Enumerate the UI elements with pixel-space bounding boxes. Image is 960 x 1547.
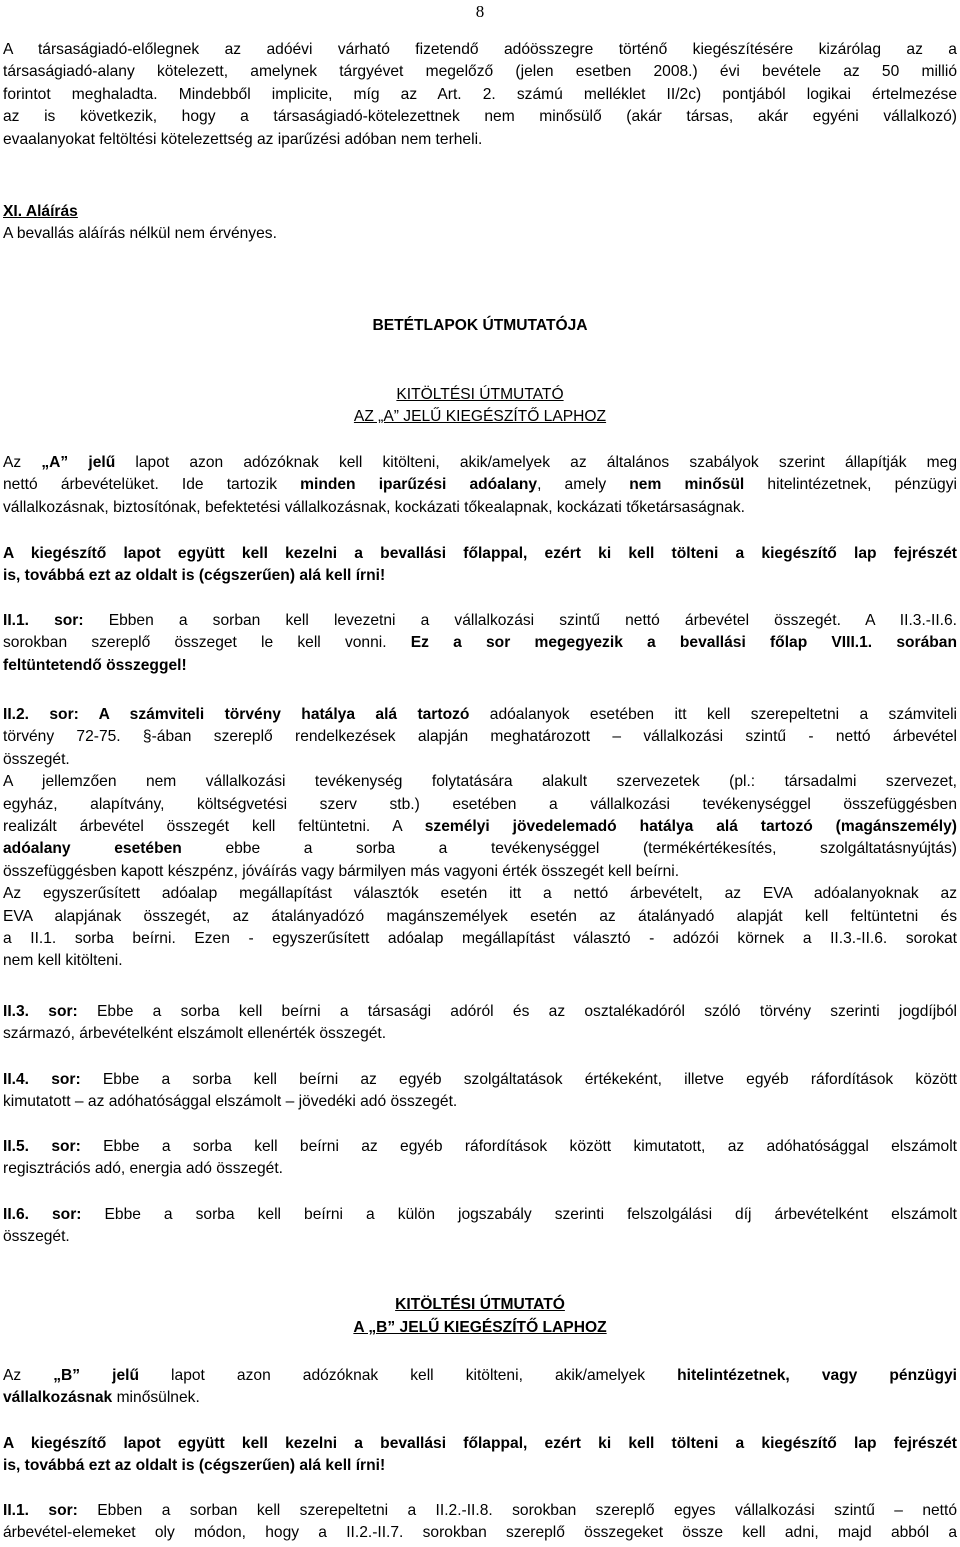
intro-line: forintot meghaladta. Mindebből implicite, míg az Art. 2. számú melléklet II/2c) pontjából logikai értelmezése <box>3 85 957 103</box>
row-label: II.1. sor: <box>3 612 84 629</box>
paragraph-line <box>3 474 957 496</box>
intro-line: az is következik, hogy a társaságiadó-kötelezettnek nem minősülő (akár társas, akár egyéni vállalkozó) <box>3 108 957 126</box>
text-run: adóalanyok esetében itt kell szerepeltetni a számviteli <box>469 706 957 723</box>
section-xi <box>3 201 957 246</box>
paragraph-line <box>3 1500 957 1522</box>
section-a-title: KITÖLTÉSI ÚTMUTATÓ <box>396 386 564 403</box>
paragraph-line <box>3 816 957 838</box>
warning-line: is, továbbá ezt az oldalt is (cégszerűen) alá kell írni! <box>3 1457 386 1475</box>
paragraph-line: vállalkozásnak, biztosítónak, befektetési vállalkozásnak, kockázati tőkealapnak, kockázati tőketársaságnak. <box>3 498 745 516</box>
paragraph-line: származó, árbevételként elszámolt ellenérték összegét. <box>3 1025 387 1043</box>
paragraph-line: árbevétel-elemeket oly módon, hogy a II.2.-II.7. sorokban szereplő összegeket össze kell adni, majd abból a <box>3 1524 957 1542</box>
section-b-title: KITÖLTÉSI ÚTMUTATÓ <box>395 1296 565 1313</box>
section-xi-heading: XI. Aláírás <box>3 203 78 220</box>
row-ii1 <box>3 610 957 677</box>
text-run: hitelintézetnek, pénzügyi <box>744 476 957 494</box>
paragraph-line: A jellemzően nem vállalkozási tevékenység folytatására alakult szervezetek (pl.: társadalmi szervezet, <box>3 773 957 791</box>
intro-line: A társaságiadó-előlegnek az adóévi várható fizetendő adóösszegre történő kiegészítésére kizárólag az a <box>3 41 957 58</box>
text-run: Az <box>3 1367 54 1384</box>
paragraph-line <box>3 632 957 654</box>
paragraph-line: összegét. <box>3 1228 70 1246</box>
section-b-intro <box>3 1365 957 1410</box>
section-a-intro <box>3 452 957 519</box>
text-run: ebbe a sorba a tevékenységgel (termékértékesítés, szolgáltatásnyújtás) <box>181 840 957 858</box>
text-run: , amely <box>537 476 630 494</box>
bold-run: adóalany esetében <box>3 840 182 858</box>
text-run: nettó árbevételüket. Ide tartozik <box>3 476 301 494</box>
warning-line: A kiegészítő lapot együtt kell kezelni a bevallási főlappal, ezért ki kell tölteni a kiegészítő lap fejrészét <box>3 1435 957 1452</box>
paragraph-line <box>3 1136 957 1158</box>
paragraph-line: feltüntetendő összeggel! <box>3 656 187 674</box>
text-run: minősülnek. <box>112 1389 200 1407</box>
bold-run: A számviteli törvény hatálya alá tartozó <box>78 706 470 723</box>
bold-run: hitelintézetnek, vagy pénzügyi <box>677 1367 957 1384</box>
paragraph-line <box>3 610 957 632</box>
text-run: Ebbe a sorba kell beírni a társasági adóról és az osztalékadóról szóló törvény szerinti jogdíjból <box>77 1003 958 1020</box>
paragraph-line <box>3 452 957 474</box>
section-xi-text: A bevallás aláírás nélkül nem érvényes. <box>3 225 277 243</box>
section-b-subtitle: A „B” JELŰ KIEGÉSZÍTŐ LAPHOZ <box>353 1319 607 1336</box>
bold-run: személyi jövedelemadó hatálya alá tartozó (magánszemély) <box>424 818 957 836</box>
row-label: II.1. sor: <box>3 1502 78 1519</box>
paragraph-line: törvény 72-75. §-ában szereplő rendelkezések alapján meghatározott – vállalkozási szintű - nettó árbevétel <box>3 728 957 746</box>
text-run: lapot azon adózóknak kell kitölteni, akik/amelyek <box>139 1367 678 1384</box>
bold-run: nem minősül <box>629 476 745 494</box>
row-ii6 <box>3 1204 957 1249</box>
section-a-subtitle: AZ „A” JELŰ KIEGÉSZÍTŐ LAPHOZ <box>353 408 607 425</box>
row-label: II.3. sor: <box>3 1003 78 1020</box>
bold-run: minden iparűzési adóalany <box>300 476 538 494</box>
row-label: II.2. sor: <box>3 706 79 723</box>
paragraph-line: egyház, alapítvány, költségvetési szerv stb.) esetében a vállalkozási tevékenységgel összefüggésben <box>3 795 957 813</box>
intro-line: társaságiadó-alany kötelezett, amelynek tárgyévet megelőző (jelen esetben 2008.) évi bevétele az 50 millió <box>3 63 957 81</box>
paragraph-line: EVA alapjának összegét, az átalányadózó magánszemélyek esetén az átalányadó alapját kell feltüntetni és <box>3 907 957 925</box>
row-label: II.6. sor: <box>3 1206 82 1223</box>
paragraph-line: nem kell kitölteni. <box>3 952 123 970</box>
paragraph-line: Az egyszerűsített adóalap megállapítást választók esetén itt a nettó árbevételt, az EVA adóalanyoknak az <box>3 885 957 903</box>
section-a-warning <box>3 543 957 588</box>
bold-run: vállalkozásnak <box>3 1389 113 1407</box>
bold-run: „A” jelű <box>41 454 116 471</box>
paragraph-line <box>3 1204 957 1226</box>
paragraph-line: regisztrációs adó, energia adó összegét. <box>3 1160 283 1178</box>
page-number: 8 <box>475 2 485 21</box>
paragraph-line <box>3 1069 957 1091</box>
text-run: Ebben a sorban kell szerepeltetni a II.2.-II.8. sorokban szereplő egyes vállalkozási szintű – nettó <box>77 1502 957 1519</box>
text-run: sorokban szereplő összeget le kell vonni. <box>3 634 411 652</box>
row-label: II.5. sor: <box>3 1138 81 1155</box>
text-run: Az <box>3 454 42 471</box>
text-run: Ebbe a sorba kell beírni a külön jogszabály szerinti felszolgálási díj árbevételként elszámolt <box>81 1206 958 1223</box>
warning-line: A kiegészítő lapot együtt kell kezelni a bevallási főlappal, ezért ki kell tölteni a kiegészítő lap fejrészét <box>3 545 957 562</box>
bold-run: „B” jelű <box>53 1367 140 1384</box>
paragraph-line <box>3 1001 957 1023</box>
paragraph-line <box>3 704 957 726</box>
paragraph-line: kimutatott – az adóhatósággal elszámolt – jövedéki adó összegét. <box>3 1093 458 1111</box>
row-ii5 <box>3 1136 957 1181</box>
text-run: lapot azon adózóknak kell kitölteni, akik/amelyek az általános szabályok szerint állapítják meg <box>115 454 957 471</box>
intro-paragraph <box>3 39 957 151</box>
section-b-warning <box>3 1433 957 1478</box>
row-label: II.4. sor: <box>3 1071 81 1088</box>
paragraph-line: összefüggésben kapott készpénz, jóváírás vagy bármilyen más vagyoni érték összegét kell beírni. <box>3 862 680 880</box>
paragraph-line <box>3 1365 957 1387</box>
text-run: realizált árbevétel összegét kell feltüntetni. A <box>3 818 425 836</box>
main-title: BETÉTLAPOK ÚTMUTATÓJA <box>372 317 588 334</box>
warning-line: is, továbbá ezt az oldalt is (cégszerűen) alá kell írni! <box>3 567 386 585</box>
intro-line: evaalanyokat feltöltési kötelezettség az iparűzési adóban nem terheli. <box>3 130 483 148</box>
paragraph-line <box>3 838 957 860</box>
paragraph-line: a II.1. sorba beírni. Ezen - egyszerűsített adóalap megállapítást választó - adózói körnek a II.3.-II.6. sorokat <box>3 930 957 948</box>
bold-run: Ez a sor megegyezik a bevallási főlap VIII.1. sorában <box>410 634 957 652</box>
text-run: Ebben a sorban kell levezetni a vállalkozási szintű nettó árbevétel összegét. A II.3.-II.6. <box>83 612 957 629</box>
row-ii2 <box>3 704 957 973</box>
row-ii4 <box>3 1069 957 1114</box>
paragraph-line <box>3 1387 957 1409</box>
row-ii3 <box>3 1001 957 1046</box>
text-run: Ebbe a sorba kell beírni az egyéb szolgáltatások értékeként, illetve egyéb ráfordítások között <box>80 1071 958 1088</box>
paragraph-line: összegét. <box>3 750 70 768</box>
section-b-row-ii1 <box>3 1500 957 1545</box>
text-run: Ebbe a sorba kell beírni az egyéb ráfordítások között kimutatott, az adóhatósággal elszámolt <box>80 1138 958 1155</box>
